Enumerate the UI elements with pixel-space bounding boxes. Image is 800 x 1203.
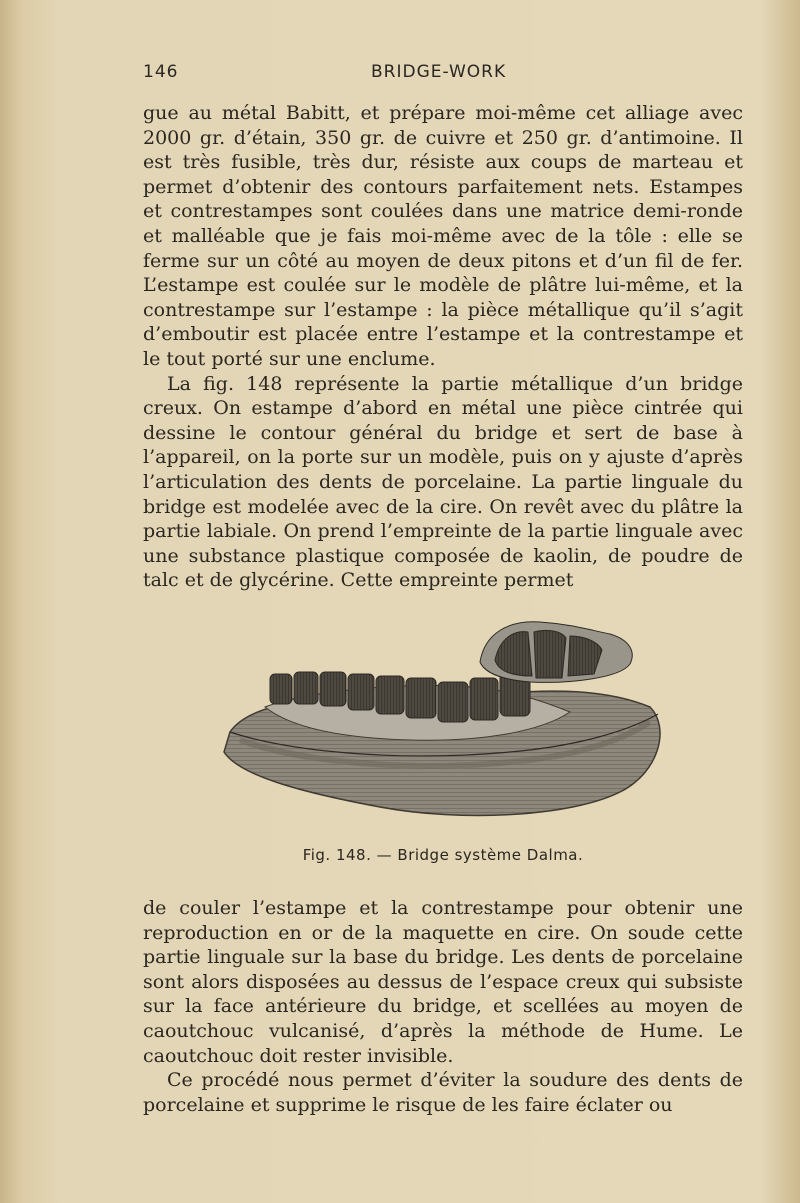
page-header	[143, 62, 743, 86]
paragraph: Ce procédé nous permet d’éviter la soudure des dents de porcelaine et supprime le risque de les faire éclater ou	[143, 1069, 743, 1116]
body-text-top	[143, 101, 743, 593]
running-title: BRIDGE-WORK	[371, 62, 507, 82]
paragraph: de couler l’estampe et la contrestampe pour obtenir une reproduction en or de la maquette en cire. On soude cette partie linguale sur la base du bridge. Les dents de porcelaine sont alors disposées au dessus de l’espace creux qui subsiste sur la face antérieure du bridge, et scellées au moyen de caoutchouc vulcanisé, d’après la méthode de Hume. Le caoutchouc doit rester invisible.	[143, 897, 743, 1067]
paragraph: gue au métal Babitt, et prépare moi-même cet alliage avec 2000 gr. d’étain, 350 gr. de cuivre et 250 gr. d’antimoine. Il est très fusible, très dur, résiste aux coups de marteau et permet d’obtenir des contours parfaitement nets. Estampes et contrestampes sont coulées dans une matrice demi-ronde et malléable que je fais moi-même avec de la tôle : elle se ferme sur un côté au moyen de deux pitons et d’un fil de fer. L’estampe est coulée sur le modèle de plâtre lui-même, et la contrestampe sur l’estampe : la pièce métallique qu’il s’agit d’emboutir est placée entre l’estampe et la contrestampe et le tout porté sur une enclume.	[143, 102, 743, 370]
body-text-bottom	[143, 896, 743, 1117]
page-number: 146	[143, 62, 179, 82]
bridge-illustration	[210, 612, 670, 847]
paragraph: La fig. 148 représente la partie métallique d’un bridge creux. On estampe d’abord en métal une pièce cintrée qui dessine le contour général du bridge et sert de base à l’appareil, on la porte sur un modèle, puis on y ajuste d’après l’articulation des dents de porcelaine. La partie linguale du bridge est modelée avec de la cire. On revêt avec du plâtre la partie labiale. On prend l’empreinte de la partie linguale avec une substance plastique composée de kaolin, de poudre de talc et de glycérine. Cette empreinte permet	[143, 372, 743, 592]
figure-illustration	[210, 612, 670, 847]
figure-caption: Fig. 148. — Bridge système Dalma.	[302, 846, 584, 864]
